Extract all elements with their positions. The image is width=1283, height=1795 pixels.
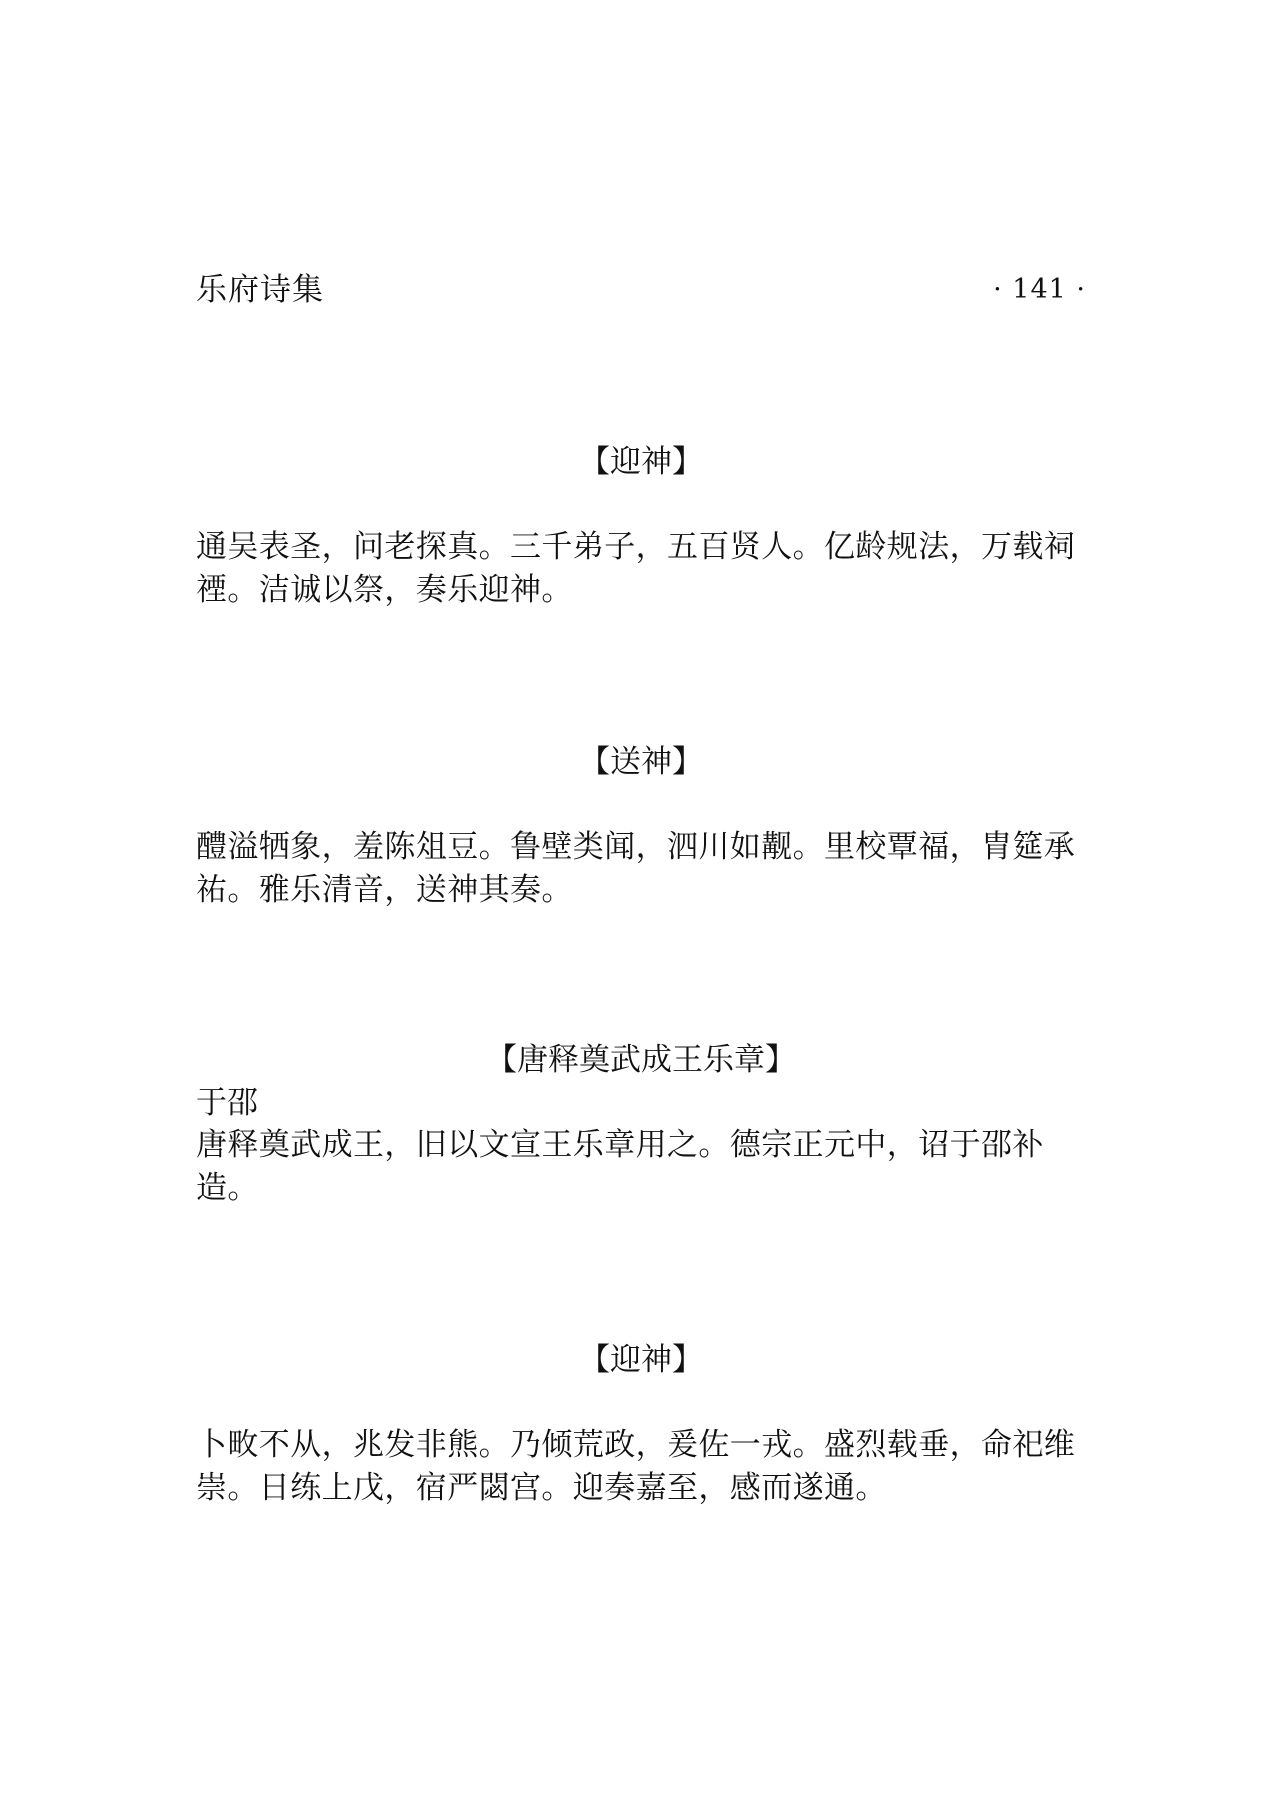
- section-text-tang-music-chapter: 唐释奠武成王，旧以文宣王乐章用之。德宗正元中，诏于邵补造。: [196, 1127, 1044, 1206]
- section-heading-welcome-spirit: 【迎神】: [579, 444, 703, 480]
- section-heading-welcome-spirit-2: 【迎神】: [579, 1342, 703, 1378]
- page-header: [196, 270, 1086, 310]
- section-heading-farewell-spirit: 【送神】: [579, 744, 703, 780]
- section-text-welcome-spirit-2: 卜畋不从，兆发非熊。乃倾荒政，爰佐一戎。盛烈载垂，命祀维崇。日练上戊，宿严閟宫。迎奏嘉至，感而遂通。: [196, 1427, 1076, 1506]
- page-number: · 141 ·: [993, 274, 1086, 305]
- section-author: 于邵: [196, 1085, 258, 1121]
- section-heading-tang-music-chapter: 【唐释奠武成王乐章】: [486, 1042, 796, 1078]
- section-text-welcome-spirit: 通吴表圣，问老探真。三千弟子，五百贤人。亿龄规法，万载祠禋。洁诚以祭，奏乐迎神。: [196, 529, 1076, 608]
- section-text-farewell-spirit: 醴溢牺象，羞陈俎豆。鲁壁类闻，泗川如觏。里校覃福，胄筵承祐。雅乐清音，送神其奏。: [196, 829, 1076, 908]
- book-title: 乐府诗集: [196, 272, 324, 308]
